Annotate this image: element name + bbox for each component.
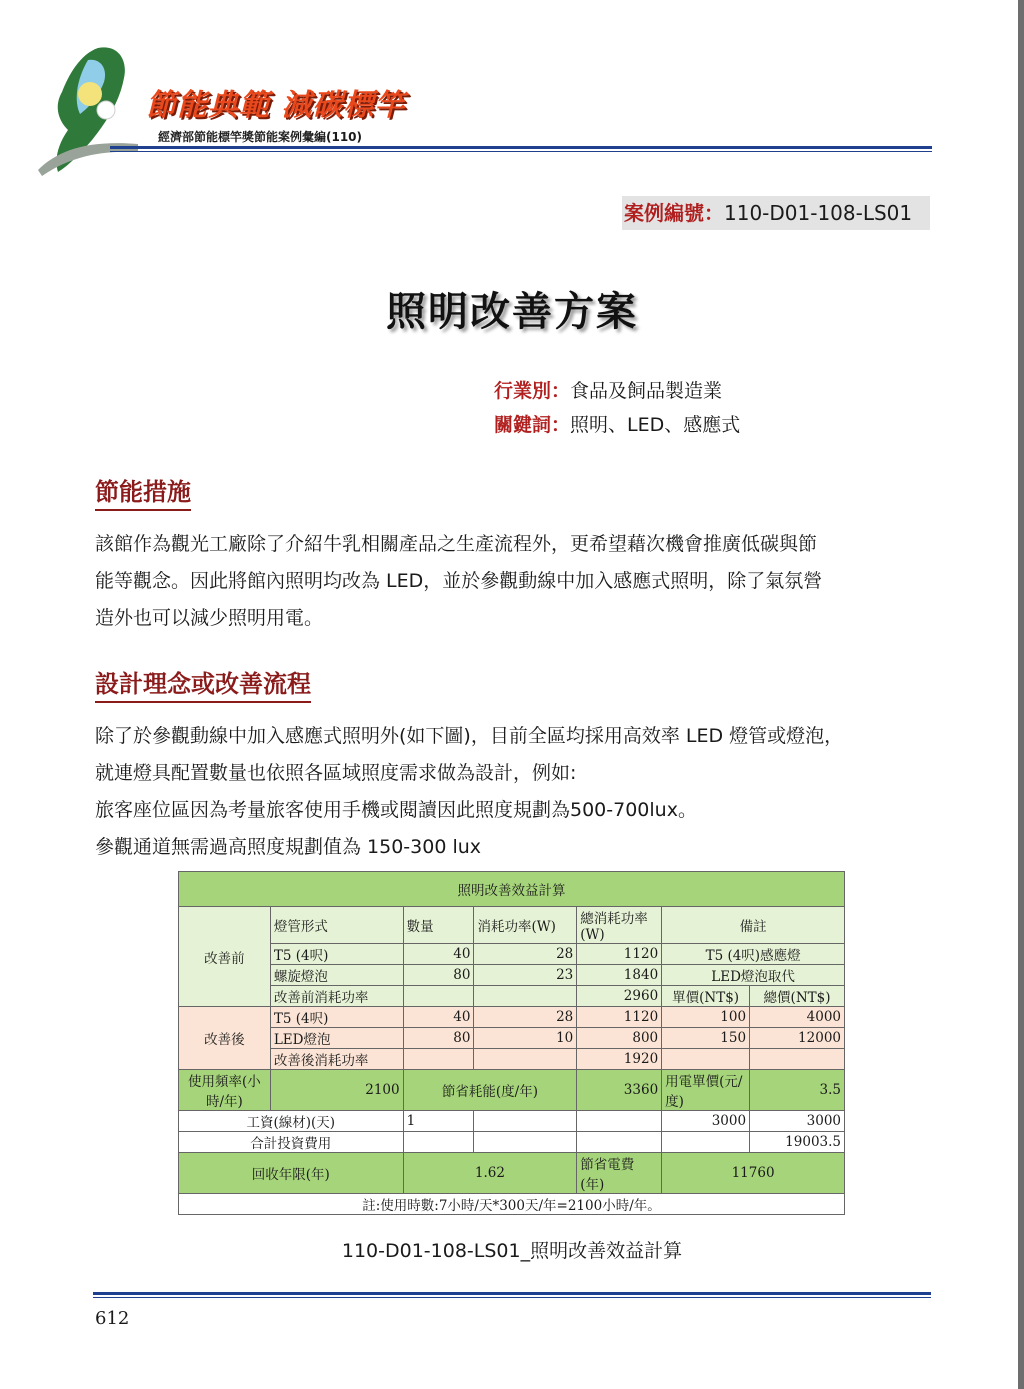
paragraph-line: 旅客座位區因為考量旅客使用手機或閱讀因此照度規劃為500-700lux。 xyxy=(95,799,697,821)
cell: LED燈泡取代 xyxy=(662,965,845,986)
benefit-table xyxy=(178,871,845,1215)
after-label: 改善後 xyxy=(179,1007,271,1070)
table-row xyxy=(179,1111,845,1132)
table-title: 照明改善效益計算 xyxy=(179,872,845,907)
cell xyxy=(403,986,474,1007)
col-qty: 數量 xyxy=(403,907,474,944)
paragraph-line: 該館作為觀光工廠除了介紹牛乳相關產品之生產流程外，更希望藉次機會推廣低碳與節 xyxy=(95,533,818,555)
cell xyxy=(662,1132,750,1153)
cell xyxy=(474,986,577,1007)
col-note: 備註 xyxy=(662,907,845,944)
cell: T5 (4呎) xyxy=(270,1007,403,1028)
cell: 改善後消耗功率 xyxy=(270,1049,403,1070)
footer-rule-thin xyxy=(93,1297,931,1298)
cell: 節省電費(年) xyxy=(577,1153,662,1194)
case-number-value: 110-D01-108-LS01 xyxy=(724,201,913,225)
cell: 19003.5 xyxy=(750,1132,845,1153)
cell: 800 xyxy=(577,1028,662,1049)
page-number: 612 xyxy=(95,1308,130,1329)
cell: 1 xyxy=(403,1111,474,1132)
col-total-power: 總消耗功率(W) xyxy=(577,907,662,944)
cell: 3000 xyxy=(750,1111,845,1132)
cell: LED燈泡 xyxy=(270,1028,403,1049)
keywords-value: 照明、LED、感應式 xyxy=(570,414,741,436)
cell: 螺旋燈泡 xyxy=(270,965,403,986)
cell: 80 xyxy=(403,965,474,986)
cell: 1920 xyxy=(577,1049,662,1070)
cell xyxy=(403,1049,474,1070)
case-number-label: 案例編號： xyxy=(624,201,724,225)
cell xyxy=(403,1132,474,1153)
cell xyxy=(577,1111,662,1132)
case-number xyxy=(622,196,930,230)
cell: 28 xyxy=(474,944,577,965)
cell: 3.5 xyxy=(750,1070,845,1111)
taiwan-logo-icon xyxy=(28,40,148,180)
before-label: 改善前 xyxy=(179,907,271,1007)
cell: 節省耗能(度/年) xyxy=(403,1070,577,1111)
industry-value: 食品及飼品製造業 xyxy=(570,380,723,402)
table-header-row xyxy=(179,907,845,944)
cell: 3000 xyxy=(662,1111,750,1132)
cell: 150 xyxy=(662,1028,750,1049)
cell: 80 xyxy=(403,1028,474,1049)
cell: 2100 xyxy=(270,1070,403,1111)
design-paragraph xyxy=(95,718,935,866)
header-rule xyxy=(110,146,932,149)
table-caption: 110-D01-108-LS01_照明改善效益計算 xyxy=(341,1240,683,1262)
brand-title: 節能典範 減碳標竿 xyxy=(146,88,406,123)
brand-subtitle: 經濟部節能標竿獎節能案例彙編(110) xyxy=(158,130,363,144)
table-row xyxy=(179,1132,845,1153)
cell: 1120 xyxy=(577,1007,662,1028)
paragraph-line: 就連燈具配置數量也依照各區域照度需求做為設計，例如: xyxy=(95,762,577,784)
table-row xyxy=(179,1028,845,1049)
industry-label: 行業別： xyxy=(494,380,571,402)
cell: 1120 xyxy=(577,944,662,965)
benefit-table-wrapper xyxy=(178,871,845,1216)
paragraph-line: 除了於參觀動線中加入感應式照明外(如下圖)，目前全區均採用高效率 LED 燈管或燈泡， xyxy=(95,725,844,747)
section-heading-design: 設計理念或改善流程 xyxy=(95,664,311,703)
cell: T5 (4呎) xyxy=(270,944,403,965)
table-footnote-row xyxy=(179,1194,845,1215)
industry-line xyxy=(494,376,722,403)
cell: 11760 xyxy=(662,1153,845,1194)
cell: 單價(NT$) xyxy=(662,986,750,1007)
cell: 10 xyxy=(474,1028,577,1049)
footer-rule xyxy=(93,1292,931,1295)
cell: 回收年限(年) xyxy=(179,1153,404,1194)
cell: 23 xyxy=(474,965,577,986)
measures-paragraph xyxy=(95,526,935,637)
cell: 4000 xyxy=(750,1007,845,1028)
cell: 40 xyxy=(403,944,474,965)
cell: 合計投資費用 xyxy=(179,1132,404,1153)
cell: 2960 xyxy=(577,986,662,1007)
keywords-label: 關鍵詞： xyxy=(494,414,571,436)
col-power: 消耗功率(W) xyxy=(474,907,577,944)
col-lamp-type: 燈管形式 xyxy=(270,907,403,944)
cell: 40 xyxy=(403,1007,474,1028)
cell xyxy=(750,1049,845,1070)
paragraph-line: 造外也可以減少照明用電。 xyxy=(95,607,324,629)
cell: 3360 xyxy=(577,1070,662,1111)
table-row xyxy=(179,965,845,986)
cell: 改善前消耗功率 xyxy=(270,986,403,1007)
cell xyxy=(474,1049,577,1070)
header-rule-thin xyxy=(110,151,932,152)
cell xyxy=(577,1132,662,1153)
table-row xyxy=(179,1070,845,1111)
cell: 12000 xyxy=(750,1028,845,1049)
table-title-row xyxy=(179,872,845,907)
table-footnote: 註:使用時數:7小時/天*300天/年=2100小時/年。 xyxy=(179,1194,845,1215)
cell: T5 (4呎)感應燈 xyxy=(662,944,845,965)
table-row xyxy=(179,1007,845,1028)
paragraph-line: 能等觀念。因此將館內照明均改為 LED，並於參觀動線中加入感應式照明，除了氣氛營 xyxy=(95,570,823,592)
section-heading-measures: 節能措施 xyxy=(95,472,191,511)
page-title: 照明改善方案 xyxy=(386,289,638,335)
paragraph-line: 參觀通道無需過高照度規劃值為 150-300 lux xyxy=(95,836,482,858)
cell: 28 xyxy=(474,1007,577,1028)
cell: 用電單價(元/度) xyxy=(662,1070,750,1111)
cell: 1840 xyxy=(577,965,662,986)
cell: 工資(線材)(天) xyxy=(179,1111,404,1132)
cell: 使用頻率(小時/年) xyxy=(179,1070,271,1111)
page-edge xyxy=(1018,0,1024,1389)
cell: 總價(NT$) xyxy=(750,986,845,1007)
table-row xyxy=(179,944,845,965)
cell xyxy=(662,1049,750,1070)
cell: 100 xyxy=(662,1007,750,1028)
cell: 1.62 xyxy=(403,1153,577,1194)
cell xyxy=(474,1111,577,1132)
table-row xyxy=(179,1153,845,1194)
cell xyxy=(474,1132,577,1153)
keywords-line xyxy=(494,410,740,437)
table-row xyxy=(179,1049,845,1070)
table-row xyxy=(179,986,845,1007)
